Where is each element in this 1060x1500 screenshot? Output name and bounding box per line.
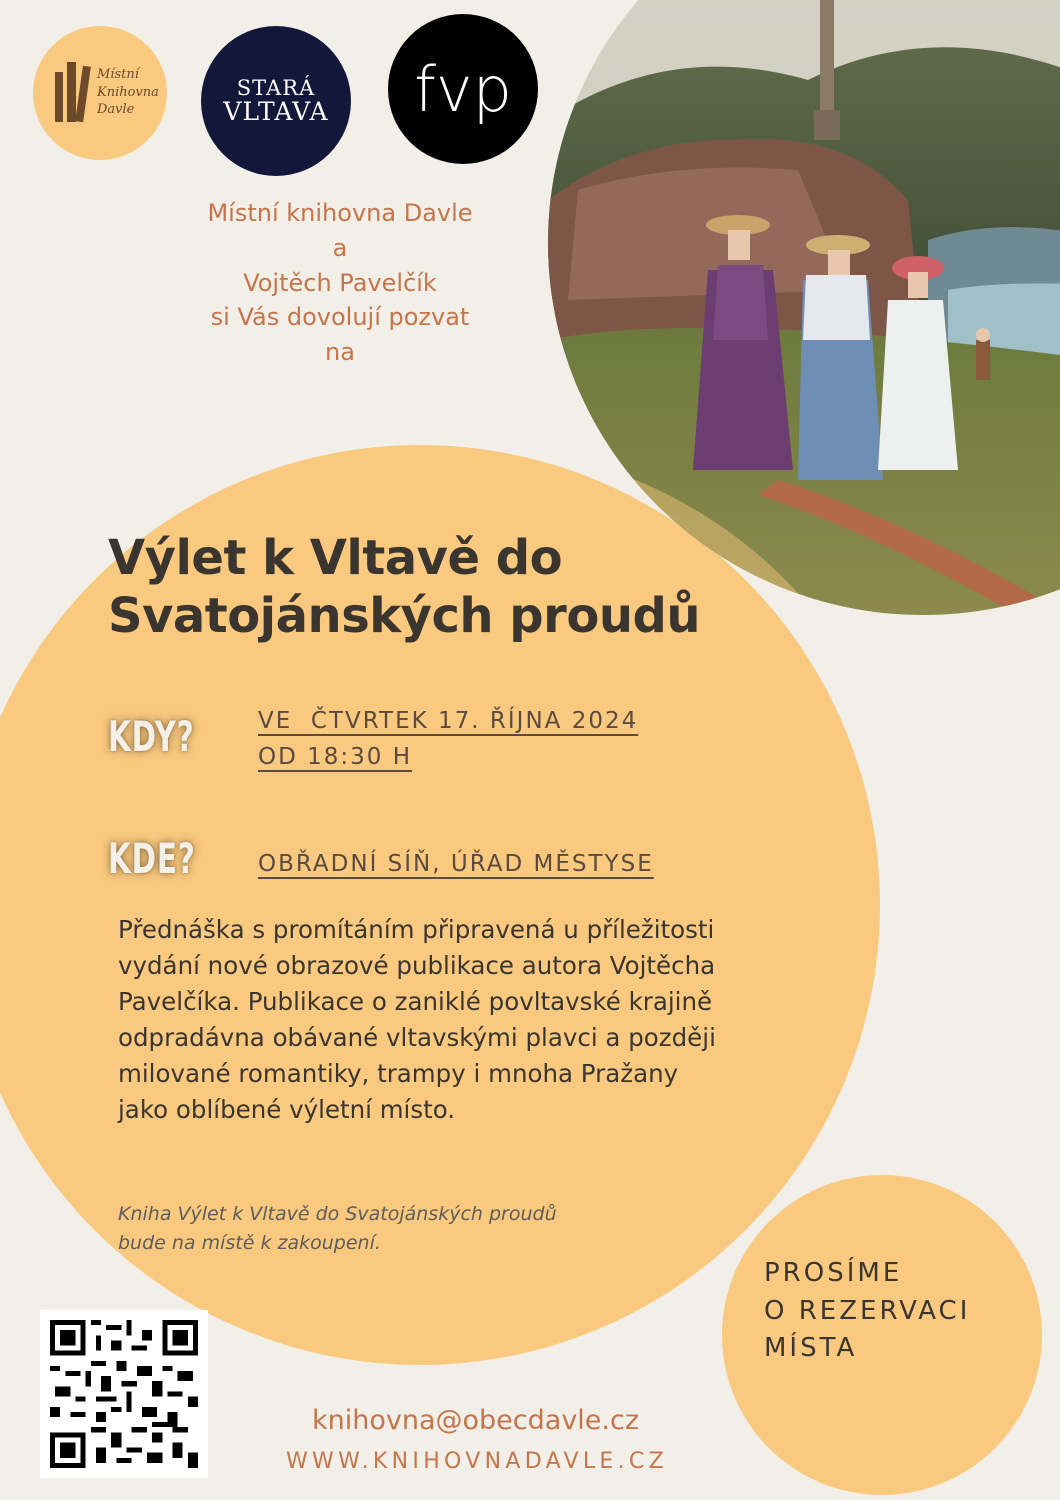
historic-photo <box>548 0 1060 615</box>
invitation-text: Místní knihovna Davle a Vojtěch Pavelčík si Vás dovolují pozvat na <box>207 199 473 367</box>
when-label: KDY? <box>108 712 195 761</box>
stara-vltava-logo: STARÁ VLTAVA <box>201 26 351 176</box>
event-description: Přednáška s promítáním připravená u příležitosti vydání nové obrazové publikace autora Vojtěcha Pavelčíka. Publikace o zaniklé povltavské krajině odpradávna obávané vltavskými plavci a později milované romantiky, trampy i mnoha Pražany jako oblíbené výletní místo. <box>118 915 716 1124</box>
book-note: Kniha Výlet k Vltavě do Svatojánských proudů bude na místě k zakoupení. <box>118 1203 557 1255</box>
books-icon <box>53 58 93 124</box>
contact-website[interactable]: WWW.KNIHOVNADAVLE.CZ <box>286 1449 668 1474</box>
where-value: OBŘADNÍ SÍŇ, ÚŘAD MĚSTYSE <box>258 851 654 877</box>
when-value: VE ČTVRTEK 17. ŘÍJNA 2024 OD 18:30 H <box>258 708 639 770</box>
reservation-text: PROSÍME O REZERVACI MÍSTA <box>764 1258 971 1364</box>
contact-email[interactable]: knihovna@obecdavle.cz <box>312 1405 640 1436</box>
fvp-logo: fvp <box>388 14 538 164</box>
where-label: KDE? <box>108 834 196 883</box>
qr-code[interactable] <box>40 1310 208 1478</box>
library-logo-text: Místní Knihovna Davle <box>97 67 159 118</box>
event-title: Výlet k Vltavě do Svatojánských proudů <box>108 530 701 644</box>
library-logo <box>33 26 167 160</box>
